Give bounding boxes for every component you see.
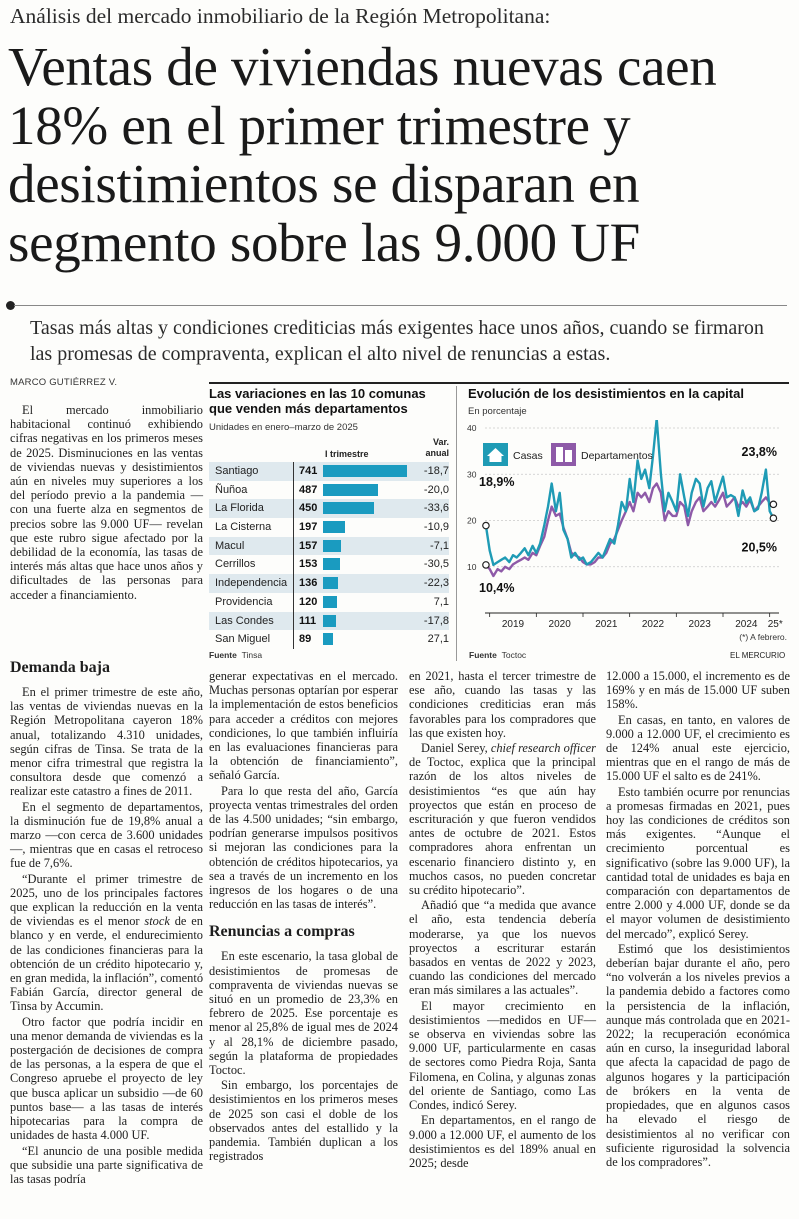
sales-bar — [323, 577, 338, 589]
text-run: de Toctoc, explica que la principal razón de los altos niveles de desistimientos “es que aún hay proyectos que están en proceso de escrituración y que fueron vendidos antes de octubre de 2021. Estos compradores ahora enfrentan un escenario financiero distinto y, en muchos casos, no pueden concretar su crédito hipotecario”. — [409, 755, 596, 898]
table-row — [209, 481, 449, 500]
sales-value: 197 — [299, 521, 318, 534]
table-row — [209, 612, 449, 631]
sales-bar — [323, 484, 378, 496]
sales-bar — [323, 521, 345, 533]
source-label: Fuente — [209, 650, 237, 660]
sales-bar — [323, 615, 336, 627]
chart-subtitle: En porcentaje — [468, 406, 527, 417]
rule-line — [14, 305, 787, 306]
commune-name: Ñuñoa — [215, 483, 248, 496]
paragraph: en 2021, hasta el tercer trimestre de ese año, cuando las tasas y las condiciones crediticias eran más favorables para los compradores que las que existen hoy. — [409, 669, 596, 740]
sales-value: 136 — [299, 577, 318, 590]
annual-variation: -33,6 — [423, 502, 449, 515]
text-run-italic: chief research officer — [490, 741, 596, 756]
text-run: “Durante el primer trimestre de 2025, uno de los principales factores que explican la reducción en la venta de viviendas es el menor — [10, 871, 203, 929]
sales-value: 89 — [299, 633, 312, 646]
paragraph: “El anuncio de una posible medida que subsidie una parte significativa de las tasas podría — [10, 1143, 203, 1186]
legend-label-departamentos: Departamentos — [581, 450, 653, 462]
paragraph: Esto también ocurre por renuncias a promesas firmadas en 2021, pues hoy las condiciones de créditos son más exigentes. “Aunque el crecimiento porcentual es significativo (sobre las 9.000 UF), la cantidad total de unidades es baja en comparación con departamentos de entre 2.000 y 4.000 UF, donde se da el mayor volumen de desistimiento del mercado”, explicó Serey. — [606, 784, 790, 941]
commune-name: Las Condes — [215, 614, 274, 627]
data-label: 18,9% — [479, 474, 515, 489]
endpoint-marker — [483, 522, 489, 528]
endpoint-marker — [770, 515, 776, 521]
paragraph: 12.000 a 15.000, el incremento es de 169% y en más de 15.000 UF suben 158%. — [606, 669, 790, 712]
article-col-3 — [409, 669, 596, 1171]
sales-value: 450 — [299, 502, 318, 515]
x-tick-label: 2023 — [688, 619, 711, 630]
commune-name: Providencia — [215, 595, 273, 608]
annual-variation: -20,0 — [423, 483, 449, 496]
sales-value: 111 — [299, 614, 317, 627]
annual-variation: 27,1 — [427, 633, 449, 646]
column-header-quarter: I trimestre — [325, 449, 369, 459]
sales-value: 741 — [299, 465, 318, 477]
annual-variation: -22,3 — [423, 577, 449, 590]
paragraph — [10, 872, 203, 1014]
paragraph — [409, 741, 596, 897]
paragraph: Sin embargo, los porcentajes de desistimientos en los primeros meses de 2025 son casi el doble de los observados antes del estallido y la pandemia. También duplican a los registrados — [209, 1078, 398, 1164]
x-tick-label: 2020 — [548, 619, 571, 630]
y-tick-label: 10 — [467, 561, 477, 572]
table-row — [209, 630, 449, 649]
paragraph: El mayor crecimiento en desistimientos —medidos en UF— se observa en viviendas sobre las 9.000 UF, particularmente en casas de sectores como Piedra Roja, Santa Filomena, en Colina, y algunas zonas del oriente de Santiago, como Las Condes, indicó Serey. — [409, 998, 596, 1113]
sales-bar — [323, 633, 333, 645]
article-col-1 — [10, 659, 203, 1187]
subheading-demanda: Demanda baja — [10, 659, 111, 676]
paragraph: En el primer trimestre de este año, las ventas de viviendas nuevas en la Región Metropolitana cayeron 18% anual, totalizando 4.310 unidades, según cifras de Tinsa. Se trata de la menor cifra trimestral que registra la consultora desde que comenzó a realizar este catastro a fines de 2011. — [10, 685, 203, 799]
annual-variation: -7,1 — [430, 539, 449, 552]
y-tick-label: 30 — [467, 469, 477, 480]
graphic-separator — [456, 386, 457, 661]
article-col-2 — [209, 669, 398, 1165]
table-row — [209, 537, 449, 556]
annual-variation: -17,8 — [423, 614, 449, 627]
sales-value: 487 — [299, 483, 318, 496]
text-run: Daniel Serey, — [421, 741, 488, 756]
legend-swatch-departamentos — [551, 443, 576, 466]
x-tick-label: 2024 — [735, 619, 758, 630]
x-tick-label: 2021 — [595, 619, 618, 630]
source-name: Toctoc — [501, 650, 527, 660]
table-row — [209, 574, 449, 593]
sales-bar — [323, 540, 341, 552]
series-line-departamentos — [486, 484, 774, 577]
paragraph: Otro factor que podría incidir en una menor demanda de viviendas es la postergación de decisiones de compra de las personas, a la espera de que el Congreso apruebe el proyecto de ley que busca aplicar un subsidio —de 60 puntos base— a las tasas de interés hipotecarias para la compra de unidades de hasta 4.000 UF. — [10, 1014, 203, 1143]
endpoint-marker — [770, 501, 776, 507]
column-header-var: Var. anual — [425, 437, 449, 458]
x-tick-label: 2019 — [501, 619, 525, 630]
table-source — [209, 650, 262, 660]
sales-bar — [323, 502, 374, 514]
table-body — [209, 462, 449, 649]
table-row — [209, 499, 449, 518]
y-tick-label: 20 — [467, 515, 477, 526]
commune-name: Macul — [215, 539, 245, 552]
table-row — [209, 518, 449, 537]
subheadline: Tasas más altas y condiciones crediticias más exigentes hace unos años, cuando se firmaron las promesas de compraventa, explican el alto nivel de renuncias a estas. — [30, 317, 764, 365]
table-row — [209, 462, 449, 481]
article-col-4 — [606, 669, 790, 1170]
line-chart — [465, 420, 791, 645]
article-lead — [10, 403, 203, 603]
headline: Ventas de viviendas nuevas caen 18% en el primer trimestre y desistimientos se disparan en segmento sobre las 9.000 UF — [8, 36, 717, 273]
x-tick-label: 25* — [767, 619, 783, 630]
sales-value: 120 — [299, 595, 318, 608]
sales-bar — [323, 465, 407, 477]
legend-label-casas: Casas — [513, 450, 543, 462]
communes-table-graphic — [209, 382, 449, 662]
commune-name: Santiago — [215, 465, 259, 477]
desistimientos-chart — [465, 382, 791, 662]
lead-paragraph: El mercado inmobiliario habitacional continuó exhibiendo cifras negativas en los primeros meses de 2025. Disminuciones en las ventas de viviendas nuevas y desistimientos aún en niveles muy superiores a los del período previo a la pandemia —con una fuerte alza en segmentos de precios sobre las 9.000 UF— revelan que este rubro sigue afectado por la debilidad de la economía, las tasas de interés más altas que hace unos años y dificultades de las personas para acceder a financiamiento. — [10, 403, 203, 602]
commune-name: La Cisterna — [215, 521, 272, 534]
paragraph: En este escenario, la tasa global de desistimientos de promesas de compraventa de viviendas nuevas se situó en un promedio de 23,3% en febrero de 2025. Ese porcentaje es menor al 25,8% de igual mes de 2024 y al 28,1% de diciembre pasado, según la plataforma de propiedades Toctoc. — [209, 949, 398, 1078]
bar-axis — [293, 462, 294, 649]
annual-variation: -30,5 — [423, 558, 449, 571]
data-label: 20,5% — [741, 540, 777, 555]
commune-name: Cerrillos — [215, 558, 256, 571]
subheading-renuncias: Renuncias a compras — [209, 923, 355, 941]
chart-title: Evolución de los desistimientos en la capital — [468, 386, 744, 401]
sales-value: 153 — [299, 558, 318, 571]
paragraph: Añadió que “a medida que avance el año, esta tendencia debería moderarse, ya que los nuevos proyectos a escriturar estarán basados en ventas de 2022 y 2023, cuando las condiciones del mercado eran más similares a las actuales”. — [409, 898, 596, 998]
text-run: de en blanco y en verde, el endurecimiento de las condiciones financieras para la obtención de un crédito hipotecario y, en gran medida, la inflación”, comentó Fabián García, director general de Tinsa by Accumin. — [10, 914, 204, 1014]
y-tick-label: 40 — [467, 423, 477, 433]
commune-name: San Miguel — [215, 633, 271, 646]
paragraph: Estimó que los desistimientos deberían bajar durante el año, pero “no volverán a los niveles previos a la pandemia debido a factores como la persistencia de la inflación, aunque más controlada que en 2021-2022; la recuperación económica aún en curso, la inseguridad laboral que afecta la capacidad de pago de algunos hogares y la participación de brókers en la venta de propiedades, que en algunos casos ha elevado el riesgo de desistimientos al no verificar con suficiente rigurosidad la solvencia de los compradores”. — [606, 941, 790, 1169]
paragraph: En casas, en tanto, en valores de 9.000 a 12.000 UF, el crecimiento es de 124% anual este ejercicio, mientras que en el rango de más de 15.000 UF el salto es de 241%. — [606, 712, 790, 784]
data-label: 10,4% — [479, 581, 515, 596]
source-label: Fuente — [469, 650, 497, 660]
chart-footnote: (*) A febrero. — [739, 632, 787, 642]
endpoint-marker — [483, 562, 489, 568]
commune-name: La Florida — [215, 502, 264, 515]
sales-value: 157 — [299, 539, 318, 552]
paragraph: En departamentos, en el rango de 9.000 a 12.000 UF, el aumento de los desistimientos es del 189% anual en 2025; desde — [409, 1113, 596, 1170]
sales-bar — [323, 558, 340, 570]
text-run-italic: stock — [144, 914, 170, 929]
kicker: Análisis del mercado inmobiliario de la Región Metropolitana: — [10, 4, 551, 28]
paragraph: En el segmento de departamentos, la disminución fue de 19,8% anual a marzo —con cerca de 3.600 unidades—, mientras que en casas el retroceso fue de 7,6%. — [10, 799, 203, 871]
sales-bar — [323, 596, 337, 608]
source-name: Tinsa — [241, 650, 263, 660]
table-row — [209, 555, 449, 574]
paragraph: generar expectativas en el mercado. Muchas personas optarían por esperar la implementación de estos beneficios para acceder a créditos con mejores condiciones, lo que también influiría en las evaluaciones financieras para la obtención de financiamiento”, señaló García. — [209, 669, 398, 783]
annual-variation: -18,7 — [423, 465, 449, 477]
table-row — [209, 593, 449, 612]
table-subtitle: Unidades en enero–marzo de 2025 — [209, 422, 358, 433]
annual-variation: -10,9 — [423, 521, 449, 534]
annual-variation: 7,1 — [433, 595, 449, 608]
x-tick-label: 2022 — [641, 619, 665, 630]
table-title: Las variaciones en las 10 comunas que venden más departamentos — [209, 386, 426, 416]
paragraph: Para lo que resta del año, García proyecta ventas trimestrales del orden de las 4.500 unidades; “sin embargo, podrían generarse impulsos positivos si mejoran las condiciones para la obtención de créditos hipotecarios, ya sea a través de un incremento en los ingresos de los hogares o de una reducción en las tasas de interés”. — [209, 783, 398, 912]
commune-name: Independencia — [215, 577, 288, 590]
series-line-casas — [486, 420, 774, 565]
byline: MARCO GUTIÉRREZ V. — [10, 377, 118, 388]
data-label: 23,8% — [741, 444, 777, 459]
chart-source — [469, 650, 526, 660]
publication-credit: EL MERCURIO — [730, 651, 786, 660]
